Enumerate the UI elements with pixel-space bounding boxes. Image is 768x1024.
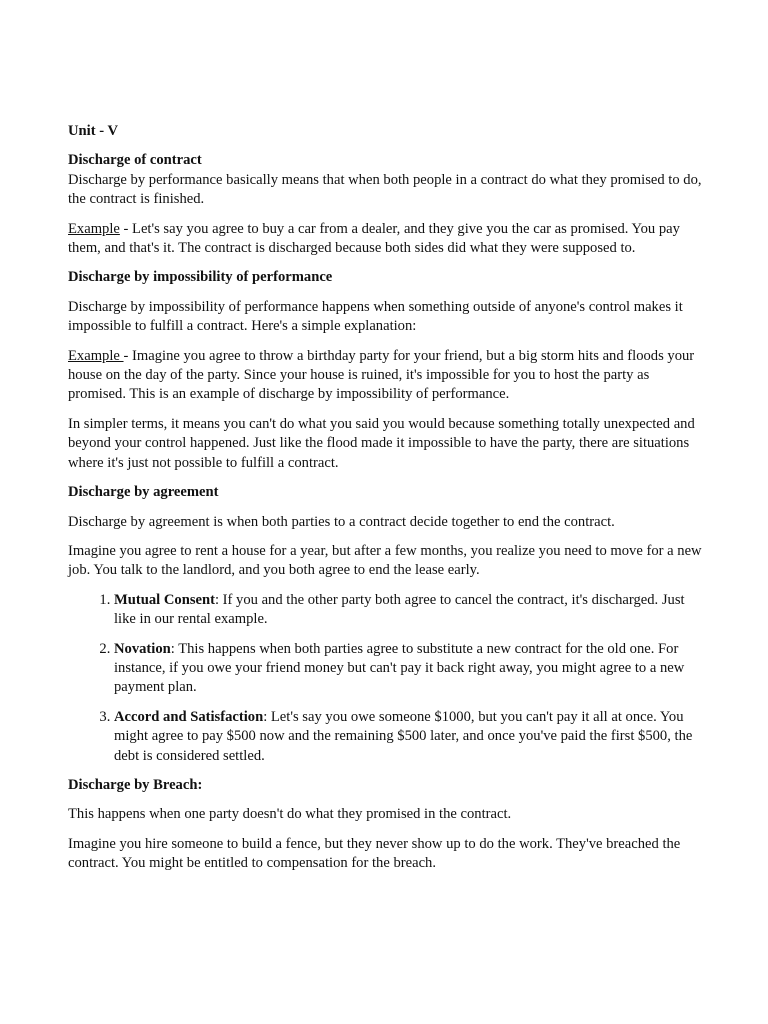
paragraph-agreement: Discharge by agreement is when both parties to a contract decide together to end the contract. — [68, 513, 615, 530]
list-item-term: Mutual Consent — [114, 591, 215, 608]
example-label: Example — [68, 347, 124, 364]
paragraph-breach: This happens when one party doesn't do what they promised in the contract. — [68, 806, 512, 823]
heading-agreement: Discharge by agreement — [68, 484, 219, 501]
list-item — [114, 708, 708, 766]
example-label: Example — [68, 220, 120, 237]
paragraph-impossibility-example — [68, 347, 708, 405]
agreement-list — [68, 591, 708, 766]
document-page — [68, 122, 708, 884]
heading-discharge-of-contract: Discharge of contract — [68, 152, 202, 169]
paragraph-agreement-example: Imagine you agree to rent a house for a year, but after a few months, you realize you need to move for a new job. You talk to the landlord, and you both agree to end the lease early. — [68, 542, 702, 579]
paragraph-breach-example: Imagine you hire someone to build a fence, but they never show up to do the work. They've breached the contract. You might be entitled to compensation for the breach. — [68, 835, 681, 872]
paragraph-performance-example — [68, 220, 708, 259]
heading-breach: Discharge by Breach: — [68, 776, 203, 793]
example-text: - Let's say you agree to buy a car from a dealer, and they give you the car as promised. You pay them, and that's it. The contract is discharged because both sides did what they were supposed to. — [68, 220, 680, 257]
list-item-term: Novation — [114, 640, 171, 657]
heading-impossibility: Discharge by impossibility of performance — [68, 269, 333, 286]
list-item-term: Accord and Satisfaction — [114, 708, 264, 725]
unit-title: Unit - V — [68, 123, 119, 139]
paragraph-discharge-by-performance: Discharge by performance basically means that when both people in a contract do what they promised to do, the contract is finished. — [68, 171, 702, 208]
list-item-text: : If you and the other party both agree to cancel the contract, it's discharged. Just like in our rental example. — [114, 591, 685, 628]
list-item — [114, 591, 708, 630]
example-text: - Imagine you agree to throw a birthday party for your friend, but a big storm hits and floods your house on the day of the party. Since your house is ruined, it's impossible for you to host the party as promised. This is an example of discharge by impossibility of performance. — [68, 347, 695, 403]
list-item — [114, 640, 708, 698]
paragraph-impossibility: Discharge by impossibility of performance happens when something outside of anyone's control makes it impossible to fulfill a contract. Here's a simple explanation: — [68, 298, 683, 335]
list-item-text: : This happens when both parties agree to substitute a new contract for the old one. For instance, if you owe your friend money but can't pay it back right away, you might agree to a new payment plan. — [114, 640, 685, 696]
list-item-text: : Let's say you owe someone $1000, but you can't pay it all at once. You might agree to pay $500 now and the remaining $500 later, and once you've paid the first $500, the debt is considered settled. — [114, 708, 693, 764]
paragraph-simpler-terms: In simpler terms, it means you can't do what you said you would because something totally unexpected and beyond your control happened. Just like the flood made it impossible to have the party, there are situations where it's just not possible to fulfill a contract. — [68, 415, 695, 471]
